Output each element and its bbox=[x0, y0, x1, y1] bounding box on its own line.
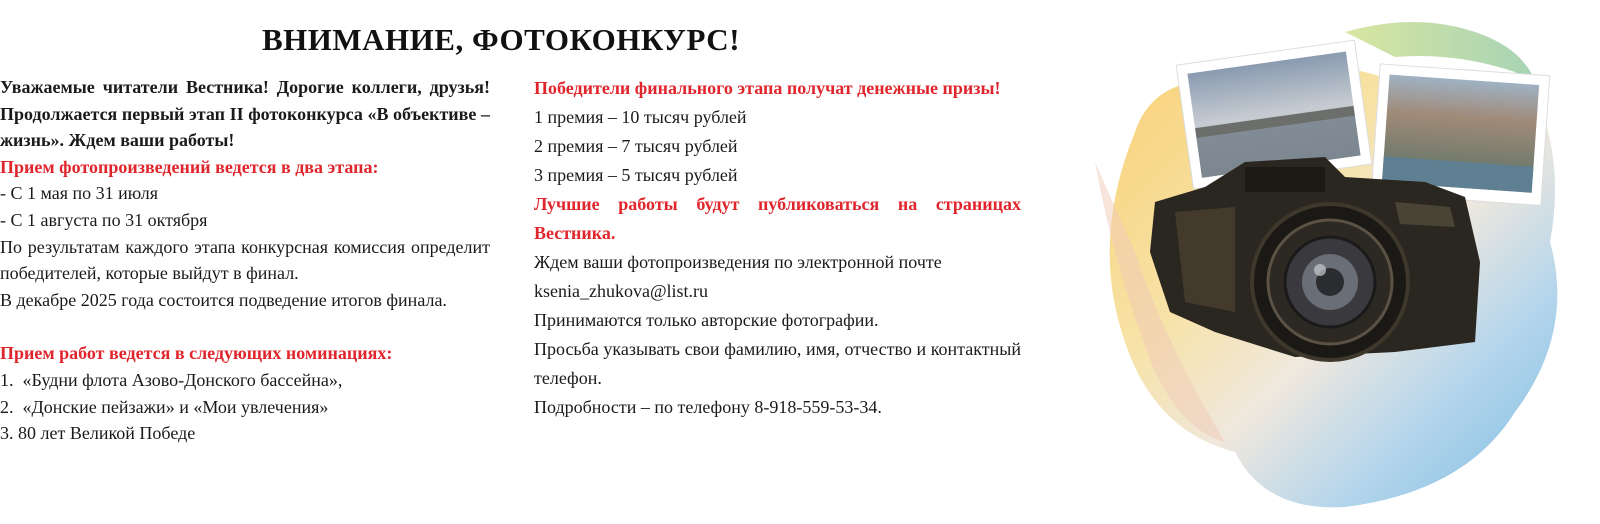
stage-1: - С 1 мая по 31 июля bbox=[0, 183, 159, 204]
nomination-item: 2. «Донские пейзажи» и «Мои увлечения» bbox=[0, 396, 329, 417]
nomination-item: 1. «Будни флота Азово-Донского бассейна», bbox=[0, 369, 343, 390]
prize-item: 2 премия – 7 тысяч рублей bbox=[534, 136, 738, 156]
page-title: ВНИМАНИЕ, ФОТОКОНКУРС! bbox=[262, 22, 741, 57]
publish-heading: Лучшие работы будут публиковаться на страницах Вестника. bbox=[534, 194, 1021, 243]
camera-with-photos-icon bbox=[1095, 12, 1595, 517]
middle-column bbox=[534, 74, 1021, 422]
prizes-heading: Победители финального этапа получат денежные призы! bbox=[534, 78, 1001, 98]
email-text: Ждем ваши фотопроизведения по электронной почте bbox=[534, 252, 942, 272]
nomination-item: 3. 80 лет Великой Победе bbox=[0, 423, 196, 444]
authors-note: Принимаются только авторские фотографии. bbox=[534, 310, 879, 330]
request-text: Просьба указывать свои фамилию, имя, отчество и контактный телефон. bbox=[534, 339, 1021, 388]
email-link[interactable]: ksenia_zhukova@list.ru bbox=[534, 281, 709, 301]
left-column bbox=[0, 74, 490, 447]
stage-2: - С 1 августа по 31 октября bbox=[0, 209, 208, 230]
stages-heading: Прием фотопроизведений ведется в два этапа: bbox=[0, 156, 379, 177]
nominations-heading: Прием работ ведется в следующих номинациях: bbox=[0, 343, 393, 364]
prize-item: 1 премия – 10 тысяч рублей bbox=[534, 107, 747, 127]
phone-text: Подробности – по телефону 8-918-559-53-34. bbox=[534, 397, 882, 417]
results-text: По результатам каждого этапа конкурсная комиссия определит победителей, которые выйдут в финал. bbox=[0, 236, 490, 284]
intro-text: Уважаемые читатели Вестника! Дорогие коллеги, друзья! Продолжается первый этап II фотоконкурса «В объективе – жизнь». Ждем ваши работы! bbox=[0, 77, 490, 151]
final-text: В декабре 2025 года состоится подведение итогов финала. bbox=[0, 289, 447, 310]
prize-item: 3 премия – 5 тысяч рублей bbox=[534, 165, 738, 185]
